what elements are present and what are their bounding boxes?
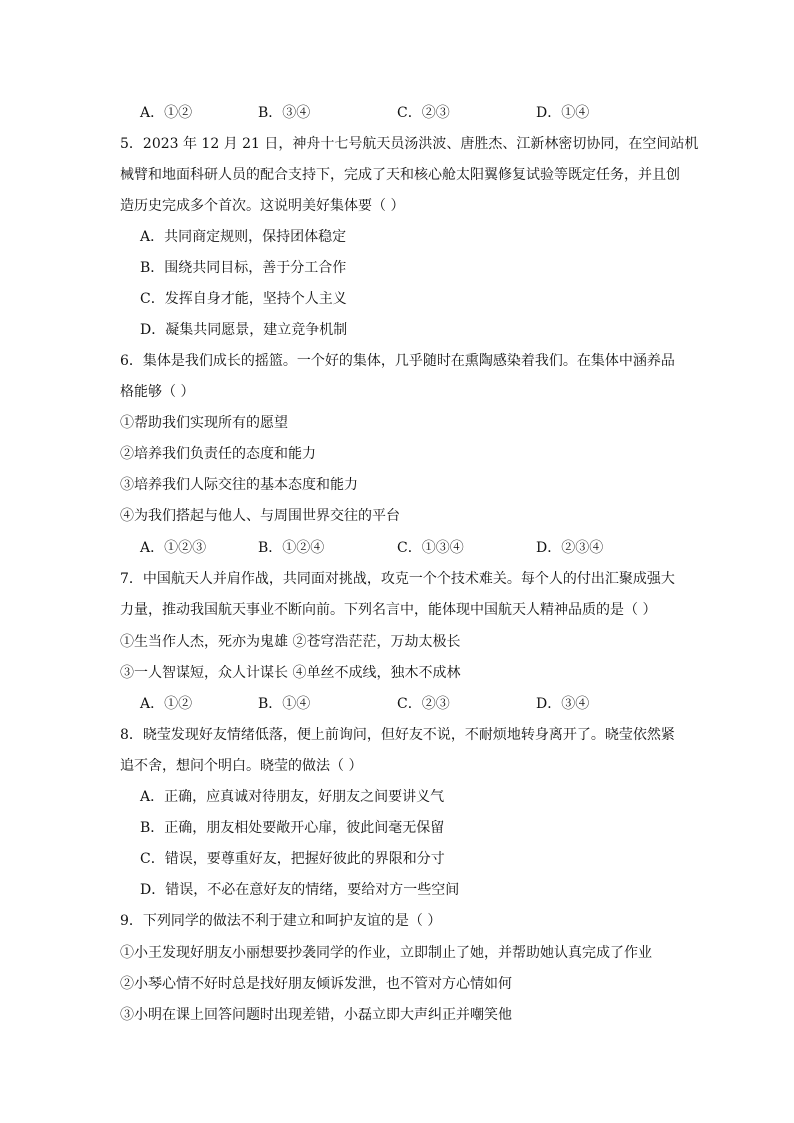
q8-stem-line: 追不舍，想问个明白。晓莹的做法（ ） <box>120 758 363 774</box>
q6-stem-line: 格能够（ ） <box>120 384 195 400</box>
q6-option-d: D．②③④ <box>536 540 604 556</box>
q9-item-2: ②小琴心情不好时总是找好朋友倾诉发泄，也不管对方心情如何 <box>120 976 512 992</box>
q6-item-1: ①帮助我们实现所有的愿望 <box>120 415 288 431</box>
q7-options <box>140 694 700 714</box>
q7-option-c: C．②③ <box>397 696 450 712</box>
q9-item-1: ①小王发现好朋友小丽想要抄袭同学的作业，立即制止了她，并帮助她认真完成了作业 <box>120 945 652 961</box>
q6-option-c: C．①③④ <box>397 540 464 556</box>
q8-choice-b: B．正确，朋友相处要敞开心扉，彼此间毫无保留 <box>140 820 445 836</box>
q8-choice-c: C．错误，要尊重好友，把握好彼此的界限和分寸 <box>140 851 445 867</box>
q8-choice-d: D．错误，不必在意好友的情绪，要给对方一些空间 <box>140 882 460 898</box>
q4-option-b: B．③④ <box>258 105 311 121</box>
q7-option-a: A．①② <box>140 696 193 712</box>
q6-options <box>140 538 700 558</box>
q7-option-d: D．③④ <box>536 696 590 712</box>
q7-stem-line: 力量，推动我国航天事业不断向前。下列名言中，能体现中国航天人精神品质的是（ ） <box>120 602 657 618</box>
q6-option-a: A．①②③ <box>140 540 207 556</box>
q8-choice-a: A．正确，应真诚对待朋友，好朋友之间要讲义气 <box>140 789 445 805</box>
q8-stem-line: 8．晓莹发现好友情绪低落，便上前询问，但好友不说，不耐烦地转身离开了。晓莹依然紧 <box>120 727 675 743</box>
q6-option-b: B．①②④ <box>258 540 325 556</box>
q7-item-line: ③一人智谋短，众人计谋长 ④单丝不成线，独木不成林 <box>120 665 461 681</box>
q4-option-d: D．①④ <box>536 105 590 121</box>
q4-option-a: A．①② <box>140 105 193 121</box>
q6-item-4: ④为我们搭起与他人、与周围世界交往的平台 <box>120 508 400 524</box>
q6-stem-line: 6．集体是我们成长的摇篮。一个好的集体，几乎随时在熏陶感染着我们。在集体中涵养品 <box>120 353 675 369</box>
q5-choice-c: C．发挥自身才能，坚持个人主义 <box>140 291 347 307</box>
q5-stem-line: 械臂和地面科研人员的配合支持下，完成了天和核心舱太阳翼修复试验等既定任务，并且创 <box>120 167 680 183</box>
q5-stem-line: 5．2023 年 12 月 21 日，神舟十七号航天员汤洪波、唐胜杰、江新林密切协同，在空间站机 <box>120 136 699 152</box>
q9-item-3: ③小明在课上回答问题时出现差错，小磊立即大声纠正并嘲笑他 <box>120 1007 512 1023</box>
q6-item-3: ③培养我们人际交往的基本态度和能力 <box>120 477 358 493</box>
q5-choice-a: A．共同商定规则，保持团体稳定 <box>140 229 347 245</box>
q9-stem-line: 9．下列同学的做法不利于建立和呵护友谊的是（ ） <box>120 913 442 929</box>
q4-option-c: C．②③ <box>397 105 450 121</box>
q7-stem-line: 7．中国航天人并肩作战，共同面对挑战，攻克一个个技术难关。每个人的付出汇聚成强大 <box>120 571 675 587</box>
q5-choice-b: B．围绕共同目标，善于分工合作 <box>140 260 347 276</box>
q6-item-2: ②培养我们负责任的态度和能力 <box>120 446 316 462</box>
q5-stem-line: 造历史完成多个首次。这说明美好集体要（ ） <box>120 198 405 214</box>
q7-option-b: B．①④ <box>258 696 311 712</box>
q4-options <box>140 103 700 123</box>
q5-choice-d: D．凝集共同愿景，建立竞争机制 <box>140 322 348 338</box>
q7-item-line: ①生当作人杰，死亦为鬼雄 ②苍穹浩茫茫，万劫太极长 <box>120 634 461 650</box>
